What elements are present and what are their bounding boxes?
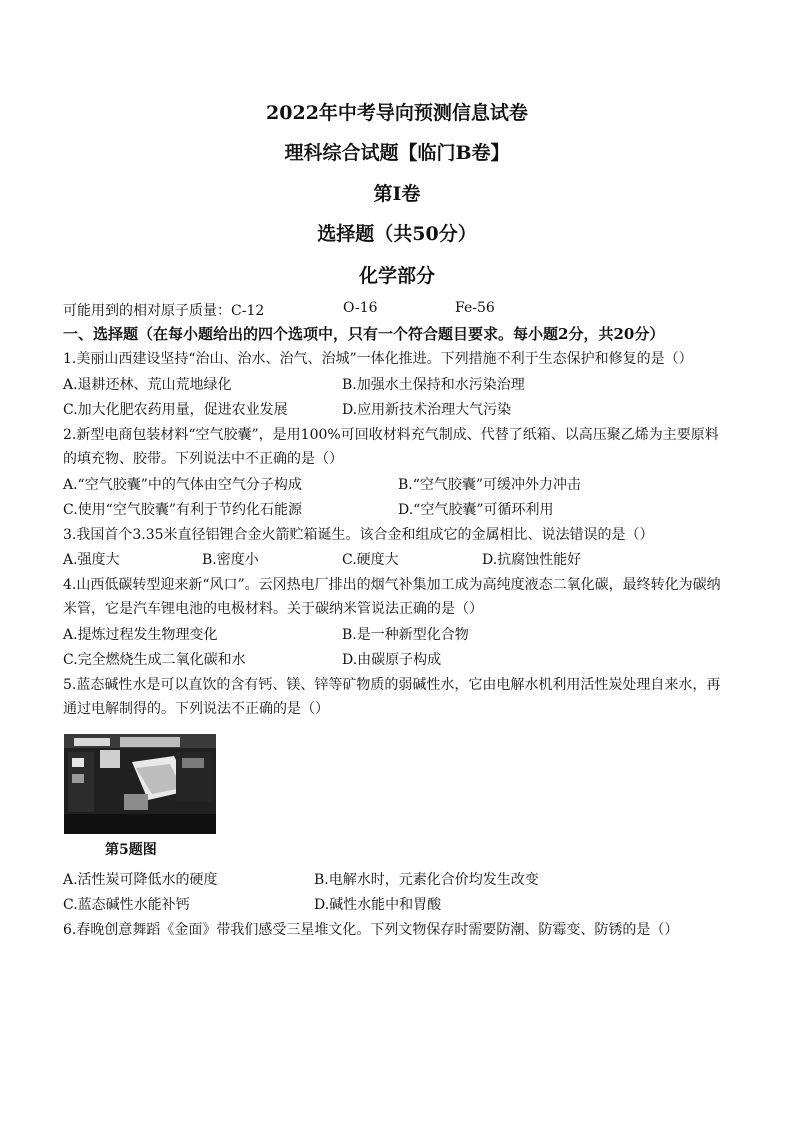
section-heading: 一、选择题（在每小题给出的四个选项中，只有一个符合题目要求。每小题2分，共20分）: [63, 325, 665, 343]
question-3-option-b: B.密度小: [202, 552, 259, 568]
question-4-option-d: D.由碳原子构成: [342, 652, 442, 668]
question-5-stem-line-2: 通过电解制得的。下列说法不正确的是（）: [63, 701, 329, 717]
question-2-option-a: A.“空气胶囊”中的气体由空气分子构成: [63, 477, 302, 493]
question-1-stem: 1.美丽山西建设坚持“治山、治水、治气、治城”一体化推进。下列措施不利于生态保护和修复的是（）: [63, 351, 693, 367]
question-5-option-a: A.活性炭可降低水的硬度: [63, 872, 218, 888]
question-2-option-d: D.“空气胶囊”可循环利用: [398, 502, 554, 518]
question-2-option-b: B.“空气胶囊”可缓冲外力冲击: [398, 477, 582, 493]
question-4-option-a: A.提炼过程发生物理变化: [63, 627, 218, 643]
question-3-option-a: A.强度大: [63, 552, 120, 568]
exam-title: 2022年中考导向预测信息试卷: [266, 102, 528, 124]
part-title: 选择题（共50分）: [317, 223, 477, 245]
question-5-stem-line-1: 5.蓝态碱性水是可以直饮的含有钙、镁、锌等矿物质的弱碱性水，它由电解水机利用活性炭处理自来水，再: [63, 677, 721, 693]
electrolysis-machine-photo: [64, 734, 216, 834]
volume-title: 第I卷: [373, 183, 421, 205]
question-5-figure-caption: 第5题图: [105, 842, 157, 858]
question-2-option-c: C.使用“空气胶囊”有利于节约化石能源: [63, 502, 302, 518]
question-3-option-d: D.抗腐蚀性能好: [482, 552, 582, 568]
question-2-stem-line-1: 2.新型电商包装材料“空气胶囊”，是用100%可回收材料充气制成、代替了纸箱、以高压聚乙烯为主要原料: [63, 427, 719, 443]
question-5-photo: [64, 734, 216, 834]
question-1-option-b: B.加强水土保持和水污染治理: [342, 377, 525, 393]
atomic-mass-fe: Fe-56: [455, 300, 495, 316]
atomic-mass-o: O-16: [343, 300, 378, 316]
question-1-option-c: C.加大化肥农药用量，促进农业发展: [63, 402, 288, 418]
exam-subtitle: 理科综合试题【临门B卷】: [284, 142, 510, 164]
atomic-masses: [63, 300, 495, 320]
question-4-stem-line-2: 米管，它是汽车锂电池的电极材料。关于碳纳米管说法正确的是（）: [63, 601, 483, 617]
question-5-option-c: C.蓝态碱性水能补钙: [63, 897, 190, 913]
question-2-stem-line-2: 的填充物、胶带。下列说法中不正确的是（）: [63, 451, 343, 467]
question-3-stem: 3.我国首个3.35米直径铝锂合金火箭贮箱诞生。该合金和组成它的金属相比、说法错误的是（）: [63, 527, 654, 543]
question-5-option-d: D.碱性水能中和胃酸: [314, 897, 442, 913]
question-4-option-b: B.是一种新型化合物: [342, 627, 469, 643]
question-1-option-d: D.应用新技术治理大气污染: [342, 402, 512, 418]
question-4-option-c: C.完全燃烧生成二氧化碳和水: [63, 652, 246, 668]
atomic-mass-label: 可能用到的相对原子质量：C-12: [63, 303, 265, 319]
question-3-option-c: C.硬度大: [342, 552, 399, 568]
subject-title: 化学部分: [358, 265, 435, 287]
question-6-stem: 6.春晚创意舞蹈《金面》带我们感受三星堆文化。下列文物保存时需要防潮、防霉变、防锈的是（）: [63, 922, 679, 938]
question-5-option-b: B.电解水时，元素化合价均发生改变: [314, 872, 539, 888]
question-4-stem-line-1: 4.山西低碳转型迎来新“风口”。云冈热电厂排出的烟气补集加工成为高纯度液态二氧化碳，最终转化为碳纳: [63, 577, 721, 593]
question-1-option-a: A.退耕还林、荒山荒地绿化: [63, 377, 232, 393]
